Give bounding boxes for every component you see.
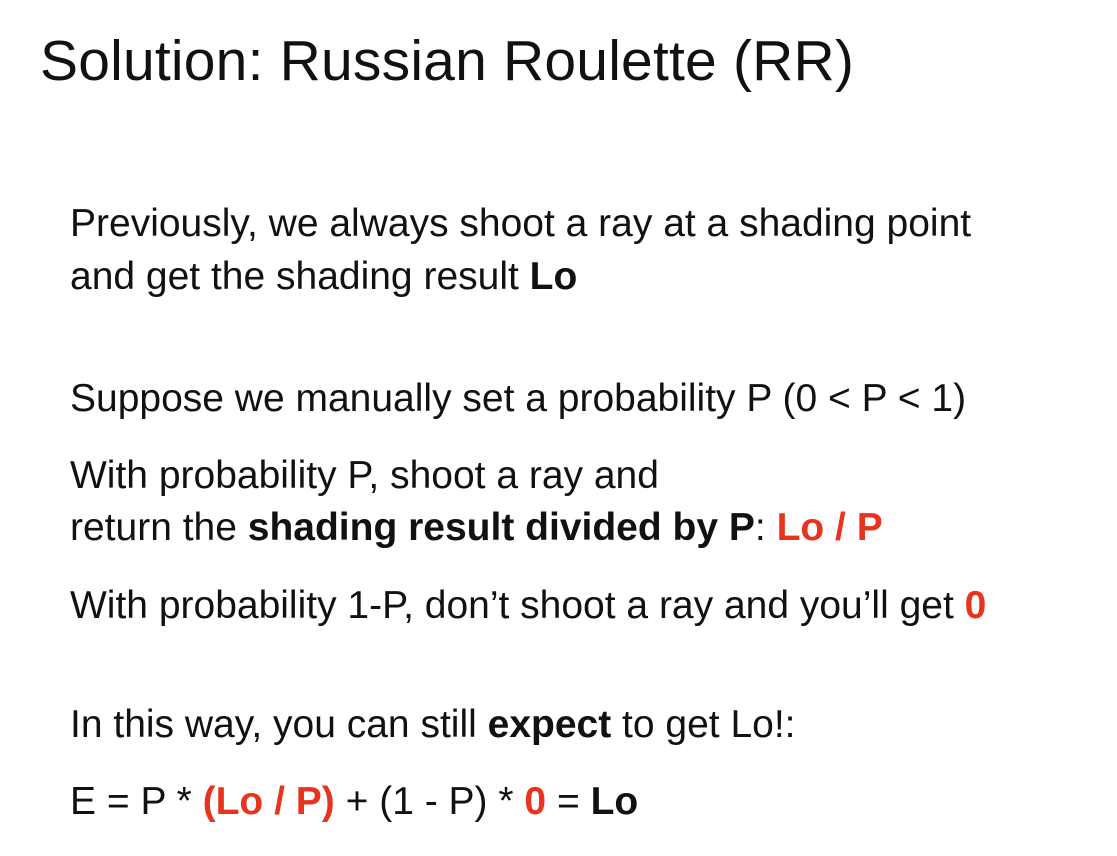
text-segment: Suppose we manually set a probability P (0 < P < 1) xyxy=(70,377,967,420)
text-segment: to get Lo!: xyxy=(611,703,796,746)
equation-highlight-lo-over-p: (Lo / P) xyxy=(202,780,335,823)
text-segment: and get the shading result xyxy=(70,255,530,298)
text-segment: In this way, you can still xyxy=(70,703,488,746)
bold-term-expect: expect xyxy=(487,703,612,746)
equation-highlight-zero: 0 xyxy=(524,780,547,823)
text-line-6 xyxy=(70,580,986,632)
text-line-4 xyxy=(70,450,659,502)
text-line-1 xyxy=(70,198,971,250)
equation-segment: = xyxy=(546,780,591,823)
bold-term-lo: Lo xyxy=(529,255,578,298)
equation-segment: E = P * xyxy=(70,780,203,823)
highlight-zero: 0 xyxy=(964,584,987,627)
text-segment: return the xyxy=(70,506,248,549)
equation-segment: + (1 - P) * xyxy=(334,780,525,823)
text-segment: With probability 1-P, don’t shoot a ray and you’ll get xyxy=(70,584,965,627)
bold-phrase-shading-result: shading result divided by P xyxy=(247,506,755,549)
text-segment: : xyxy=(754,506,777,549)
text-segment: With probability P, shoot a ray and xyxy=(70,454,659,497)
equation-line xyxy=(70,776,638,828)
highlight-lo-over-p: Lo / P xyxy=(776,506,883,549)
text-line-5 xyxy=(70,502,883,554)
text-segment: Previously, we always shoot a ray at a shading point xyxy=(70,202,972,245)
slide-title: Solution: Russian Roulette (RR) xyxy=(40,29,855,93)
equation-result-lo: Lo xyxy=(590,780,639,823)
text-line-3 xyxy=(70,373,966,425)
text-line-7 xyxy=(70,699,796,751)
text-line-2 xyxy=(70,251,577,303)
